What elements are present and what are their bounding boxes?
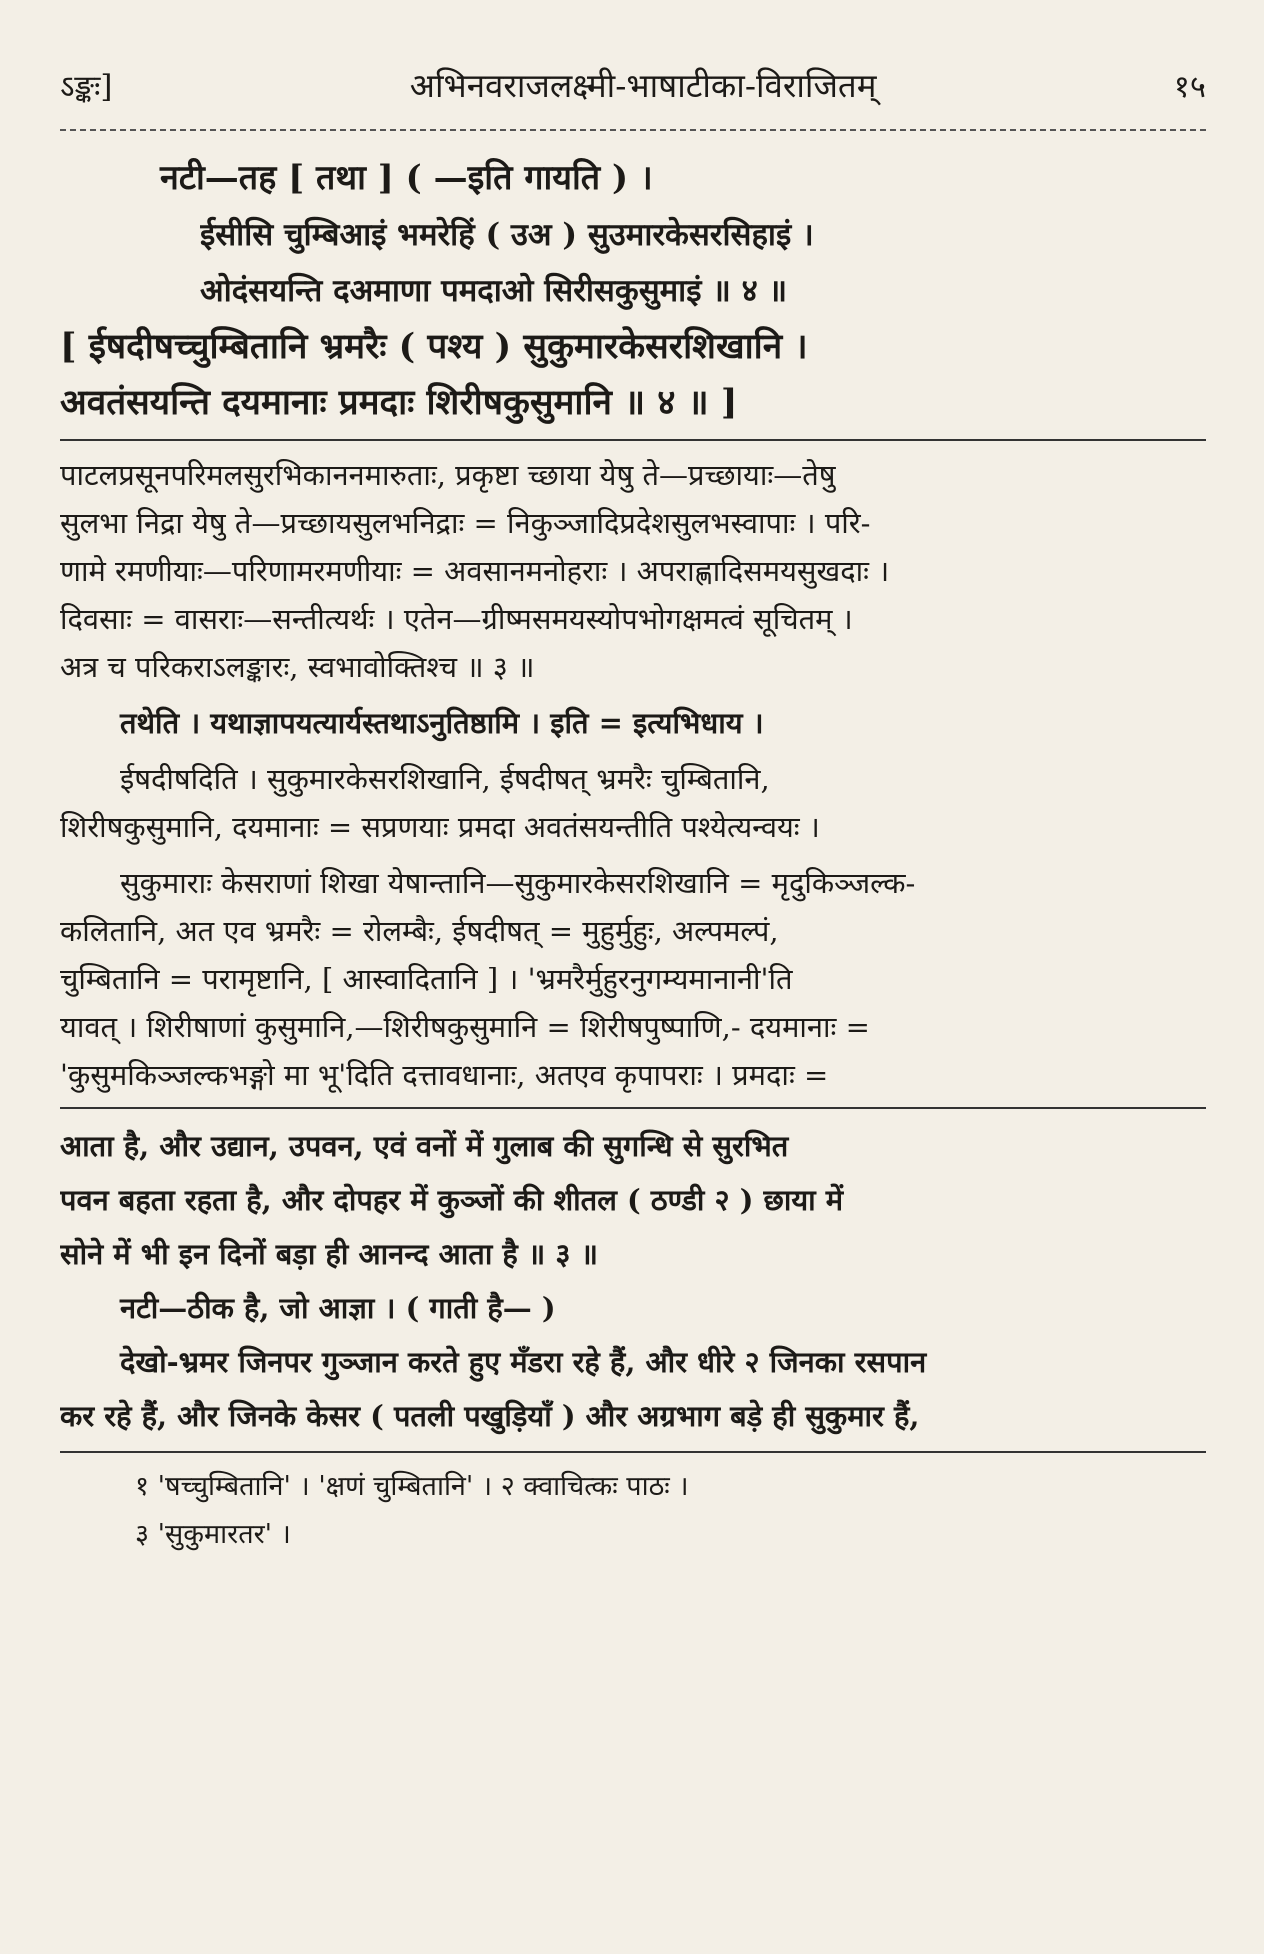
commentary-line: सुलभा निद्रा येषु ते—प्रच्छायसुलभनिद्राः = निकुञ्जादिप्रदेशसुलभस्वापाः । परि- [60, 506, 871, 540]
commentary-line: शिरीषकुसुमानि, दयमानाः = सप्रणयाः प्रमदा अवतंसयन्तीति पश्येत्यन्वयः । [60, 810, 820, 844]
commentary-line: अत्र च परिकराऽलङ्कारः, स्वभावोक्तिश्च ॥ ३ ॥ [60, 650, 535, 684]
commentary-line: पाटलप्रसूनपरिमलसुरभिकाननमारुताः, प्रकृष्टा च्छाया येषु ते—प्रच्छायाः—तेषु [60, 458, 836, 492]
sanskrit-line: अवतंसयन्ति दयमानाः प्रमदाः शिरीषकुसुमानि ॥ ४ ॥ ] [60, 382, 738, 423]
commentary-line: 'कुसुमकिञ्जल्कभङ्गो मा भू'दिति दत्तावधानाः, अतएव कृपापराः । प्रमदाः = [60, 1058, 829, 1092]
prakrit-line: ओदंसयन्ति दअमाणा पमदाओ सिरीसकुसुमाइं ॥ ४ ॥ [200, 273, 788, 309]
footnote-line: १ 'षच्चुम्बितानि' । 'क्षणं चुम्बितानि' । २ क्वाचित्कः पाठः । [135, 1471, 689, 1502]
section-rule [60, 1107, 1206, 1109]
hindi-line: आता है, और उद्यान, उपवन, एवं वनों में गुलाब की सुगन्धि से सुरभित [60, 1129, 789, 1163]
commentary-line: यावत् । शिरीषाणां कुसुमानि,—शिरीषकुसुमानि = शिरीषपुष्पाणि,- दयमानाः = [60, 1010, 870, 1044]
hindi-line: कर रहे हैं, और जिनके केसर ( पतली पखुड़ियाँ ) और अग्रभाग बड़े ही सुकुमार हैं, [60, 1399, 920, 1433]
page-number: १५ [1173, 69, 1206, 105]
hindi-line: नटी—ठीक है, जो आज्ञा । ( गाती है— ) [120, 1291, 556, 1325]
hindi-line: देखो-भ्रमर जिनपर गुञ्जान करते हुए मँडरा रहे हैं, और धीरे २ जिनका रसपान [120, 1345, 927, 1379]
footnote-rule [60, 1451, 1206, 1453]
section-rule [60, 439, 1206, 441]
header-left: ऽङ्कः] [60, 69, 113, 105]
commentary [60, 451, 1206, 1099]
header-title: अभिनवराजलक्ष्मी-भाषाटीका-विराजितम् [409, 66, 877, 105]
footnote-line: ३ 'सुकुमारतर' । [135, 1519, 291, 1550]
sanskrit-line: [ ईषदीषच्चुम्बितानि भ्रमरैः ( पश्य ) सुकुमारकेसरशिखानि । [60, 326, 808, 367]
commentary-line: दिवसाः = वासराः—सन्तीत्यर्थः । एतेन—ग्रीष्मसमयस्योपभोगक्षमत्वं सूचितम् । [60, 602, 853, 636]
running-header [60, 62, 1206, 107]
prakrit-line: ईसीसि चुम्बिआइं भमरेहिं ( उअ ) सुउमारकेसरसिहाइं । [200, 217, 814, 253]
commentary-line: णामे रमणीयाः—परिणामरमणीयाः = अवसानमनोहराः । अपराह्णादिसमयसुखदाः । [60, 554, 890, 588]
dialogue-line: नटी—तह [ तथा ] ( —इति गायति ) । [160, 158, 653, 198]
footnotes [60, 1463, 1206, 1559]
header-divider [60, 117, 1206, 131]
commentary-line: चुम्बितानि = परामृष्टानि, [ आस्वादितानि ] । 'भ्रमरैर्मुहुरनुगम्यमानानी'ति [60, 962, 793, 996]
hindi-line: सोने में भी इन दिनों बड़ा ही आनन्द आता है ॥ ३ ॥ [60, 1237, 598, 1271]
commentary-line: सुकुमाराः केसराणां शिखा येषान्तानि—सुकुमारकेसरशिखानि = मृदुकिञ्जल्क- [120, 866, 916, 900]
prakrit-verse [60, 207, 1206, 319]
commentary-line: कलितानि, अत एव भ्रमरैः = रोलम्बैः, ईषदीषत् = मुहुर्मुहुः, अल्पमल्पं, [60, 914, 779, 948]
commentary-line: तथेति । यथाज्ञापयत्यार्यस्तथाऽनुतिष्ठामि । इति = इत्यभिधाय । [120, 706, 764, 740]
hindi-line: पवन बहता रहता है, और दोपहर में कुञ्जों की शीतल ( ठण्डी २ ) छाया में [60, 1183, 844, 1217]
sanskrit-chhaya [60, 319, 1206, 431]
hindi-translation [60, 1119, 1206, 1443]
commentary-line: ईषदीषदिति । सुकुमारकेसरशिखानि, ईषदीषत् भ्रमरैः चुम्बितानि, [120, 762, 770, 796]
